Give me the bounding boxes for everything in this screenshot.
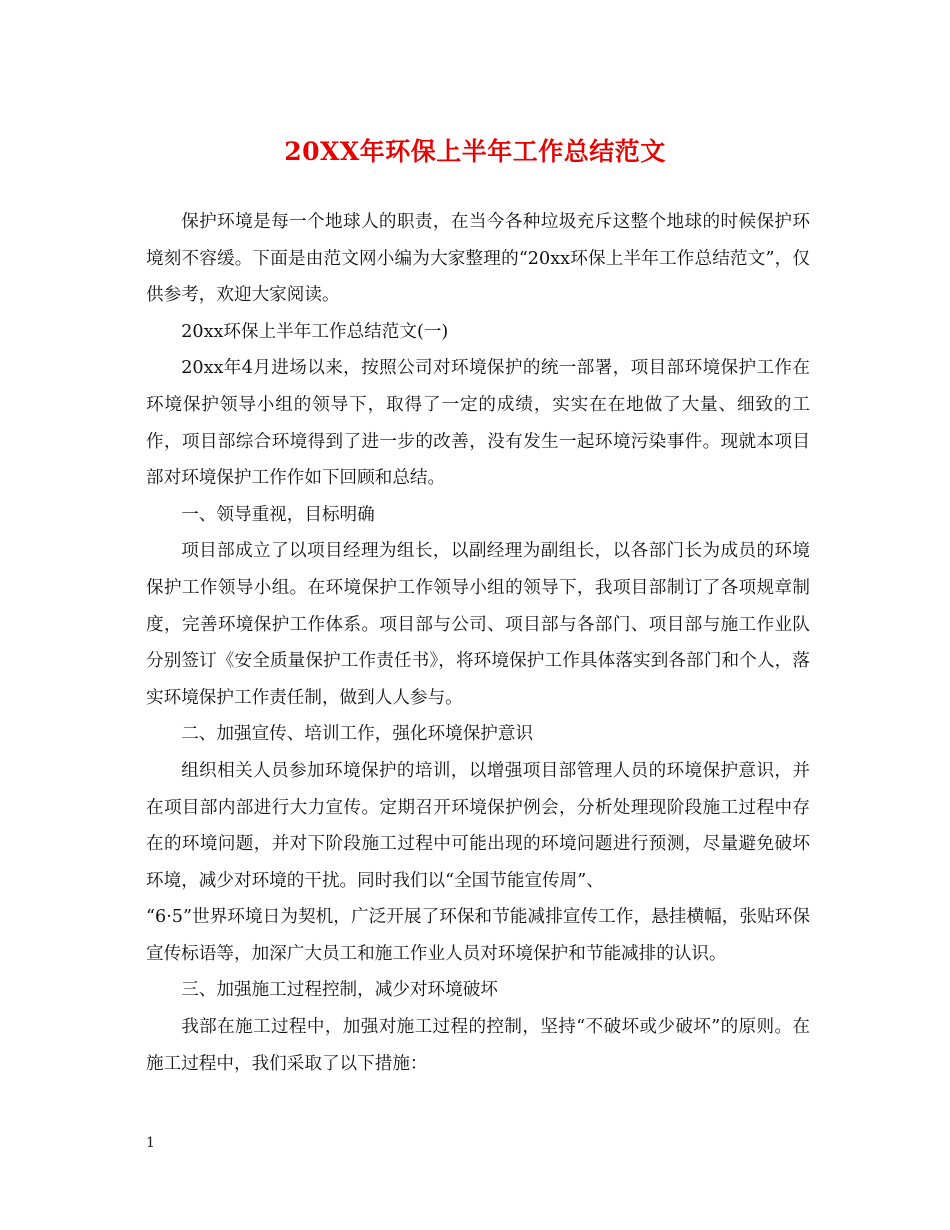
training-paragraph: 组织相关人员参加环境保护的培训，以增强项目部管理人员的环境保护意识，并在项目部内部进行大力宣传。定期召开环境保护例会，分析处理现阶段施工过程中存在的环境问题，并对下阶段施工过程中可能出现的环境问题进行预测，尽量避免破坏环境，减少对环境的干扰。同时我们以“全国节能宣传周”、 [146,760,810,891]
overview-paragraph: 20xx年4月进场以来，按照公司对环境保护的统一部署，项目部环境保护工作在环境保护领导小组的领导下，取得了一定的成绩，实实在在地做了大量、细致的工作，项目部综合环境得到了进一步的改善，没有发生一起环境污染事件。现就本项目部对环境保护工作作如下回顾和总结。 [146,358,810,489]
intro-paragraph: 保护环境是每一个地球人的职责，在当今各种垃圾充斥这整个地球的时候保护环境刻不容缓。下面是由范文网小编为大家整理的“20xx环保上半年工作总结范文”，仅供参考，欢迎大家阅读。 [146,212,810,306]
environment-day-paragraph: “6·5”世界环境日为契机，广泛开展了环保和节能减排宣传工作，悬挂横幅，张贴环保宣传标语等，加深广大员工和施工作业人员对环境保护和节能减排的认识。 [146,907,810,964]
document-body [146,204,810,1082]
leadership-paragraph: 项目部成立了以项目经理为组长，以副经理为副组长，以各部门长为成员的环境保护工作领导小组。在环境保护工作领导小组的领导下，我项目部制订了各项规章制度，完善环境保护工作体系。项目部与公司、项目部与各部门、项目部与施工作业队分别签订《安全质量保护工作责任书》，将环境保护工作具体落实到各部门和个人，落实环境保护工作责任制，做到人人参与。 [146,541,810,708]
process-control-paragraph: 我部在施工过程中，加强对施工过程的控制，坚持“不破坏或少破坏”的原则。在施工过程中，我们采取了以下措施： [146,1017,810,1074]
page-number: 1 [146,1135,155,1151]
section-title-part-one: 20xx环保上半年工作总结范文(一) [181,321,449,342]
heading-process-control: 三、加强施工过程控制，减少对环境破坏 [181,980,498,1001]
heading-leadership: 一、领导重视，目标明确 [181,504,375,525]
document-title: 20XX年环保上半年工作总结范文 [284,137,666,166]
heading-publicity-training: 二、加强宣传、培训工作，强化环境保护意识 [181,724,534,745]
